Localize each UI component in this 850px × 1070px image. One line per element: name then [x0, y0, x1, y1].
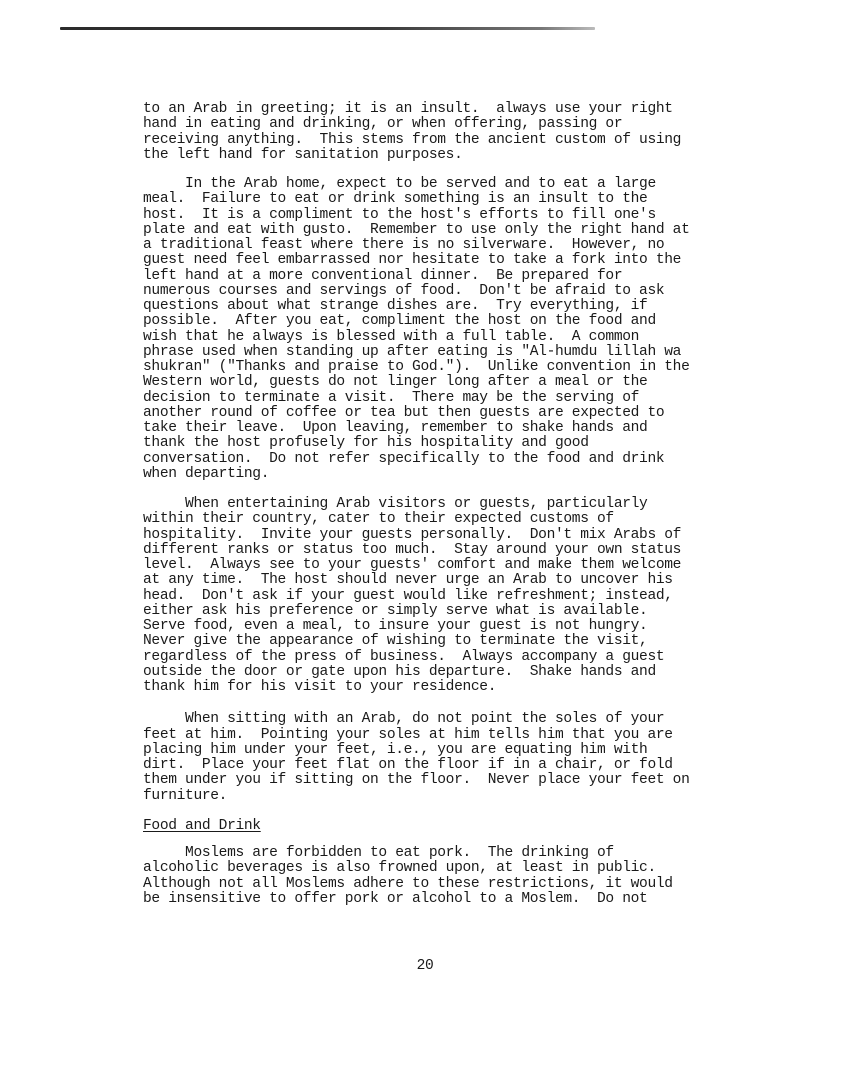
paragraph-arab-home: In the Arab home, expect to be served and to eat a large meal. Failure to eat or drink something is an insult to the host. It is a compliment to the host's efforts to fill one's plate and eat with gusto. Remember to use only the right hand at a traditional feast where there is no silverware. However, no guest need feel embarrassed nor hesitate to take a fork into the left hand at a more conventional dinner. Be prepared for numerous courses and servings of food. Don't be afraid to ask questions about what strange dishes are. Try everything, if possible. After you eat, compliment the host on the food and wish that he always is blessed with a full table. A common phrase used when standing up after eating is "Al-humdu lillah wa shukran" ("Thanks and praise to God."). Unlike convention in the Western world, guests do not linger long after a meal or the decision to terminate a visit. There may be the serving of another round of coffee or tea but then guests are expected to take their leave. Upon leaving, remember to shake hands and thank the host profusely for his hospitality and good conversation. Do not refer specifically to the food and drink when departing.: [143, 176, 690, 482]
paragraph-greeting-and-hands: to an Arab in greeting; it is an insult. always use your right hand in eating and drinking, or when offering, passing or receiving anything. This stems from the ancient custom of using the left hand for sanitation purposes.: [143, 101, 682, 163]
paragraph-entertaining-guests: When entertaining Arab visitors or guests, particularly within their country, cater to their expected customs of hospitality. Invite your guests personally. Don't mix Arabs of different ranks or status too much. Stay around your own status level. Always see to your guests' comfort and make them welcome at any time. The host should never urge an Arab to uncover his head. Don't ask if your guest would like refreshment; instead, either ask his preference or simply serve what is available. Serve food, even a meal, to insure your guest is not hungry. Never give the appearance of wishing to terminate the visit, regardless of the press of business. Always accompany a guest outside the door or gate upon his departure. Shake hands and thank him for his visit to your residence.: [143, 496, 682, 695]
paragraph-pork-and-alcohol: Moslems are forbidden to eat pork. The drinking of alcoholic beverages is also frowned upon, at least in public. Although not all Moslems adhere to these restrictions, it would be insensitive to offer pork or alcohol to a Moslem. Do not: [143, 845, 673, 907]
section-heading-food-and-drink: Food and Drink: [143, 817, 261, 834]
paragraph-spacer: [143, 804, 763, 819]
paragraph-soles-of-feet: When sitting with an Arab, do not point the soles of your feet at him. Pointing your soles at him tells him that you are placing him under your feet, i.e., you are equating him with dirt. Place your feet flat on the floor if in a chair, or fold them under you if sitting on the floor. Never place your feet on furniture.: [143, 711, 690, 804]
paragraph-spacer: [143, 695, 763, 712]
paragraph-spacer: [143, 163, 763, 177]
header-rule: [60, 27, 595, 30]
page-number: 20: [416, 958, 434, 974]
page-body: [143, 102, 763, 907]
paragraph-spacer: [143, 482, 763, 497]
